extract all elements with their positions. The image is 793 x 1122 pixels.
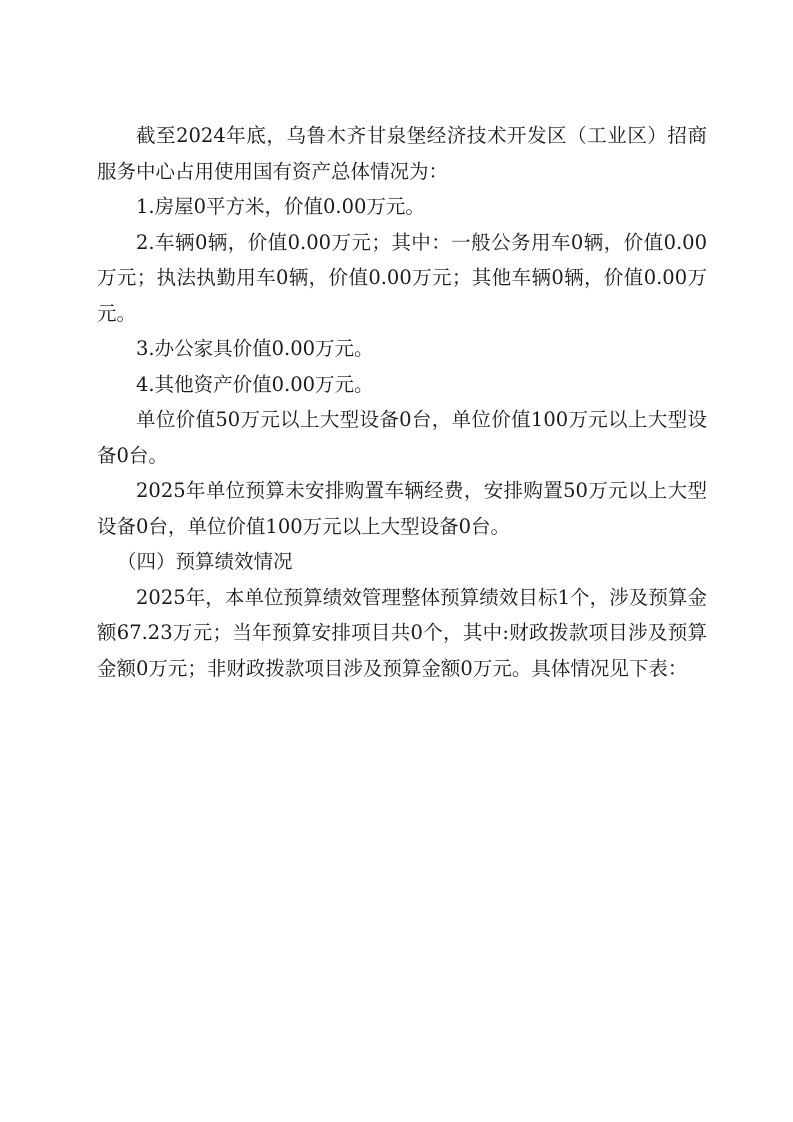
paragraph-large-equipment: 单位价值50万元以上大型设备0台，单位价值100万元以上大型设备0台。: [97, 408, 707, 467]
paragraph-purchase-plan: 2025年单位预算未安排购置车辆经费，安排购置50万元以上大型设备0台，单位价值100万元以上大型设备0台。: [97, 479, 707, 538]
paragraph-performance: 2025年，本单位预算绩效管理整体预算绩效目标1个，涉及预算金额67.23万元；当年预算安排项目共0个，其中:财政拨款项目涉及预算金额0万元；非财政拨款项目涉及预算金额0万元。具体情况见下表：: [97, 585, 707, 680]
paragraph-housing: 1.房屋0平方米，价值0.00万元。: [136, 195, 425, 218]
document-body: [97, 118, 707, 686]
paragraph-asset-overview: 截至2024年底，乌鲁木齐甘泉堡经济技术开发区（工业区）招商服务中心占用使用国有资产总体情况为：: [97, 124, 707, 183]
paragraph-furniture: 3.办公家具价值0.00万元。: [136, 337, 374, 360]
section-heading-performance: （四）预算绩效情况: [117, 550, 293, 573]
paragraph-vehicles: 2.车辆0辆，价值0.00万元；其中：一般公务用车0辆，价值0.00万元；执法执勤用车0辆，价值0.00万元；其他车辆0辆，价值0.00万元。: [97, 230, 707, 325]
paragraph-other-assets: 4.其他资产价值0.00万元。: [136, 372, 374, 396]
